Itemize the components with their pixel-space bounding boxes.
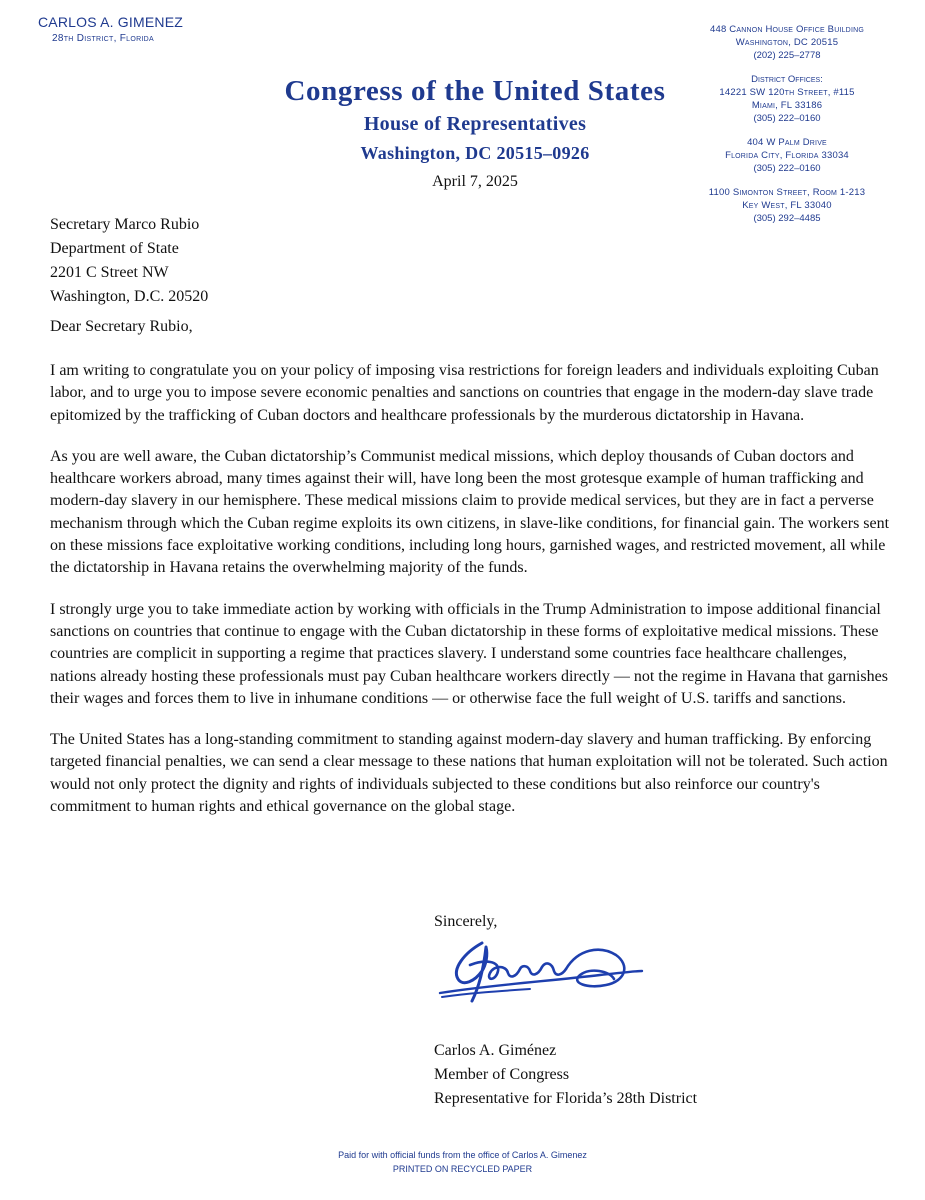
- dc-office-line2: Washington, DC 20515: [735, 37, 839, 48]
- district-office-florida-city: [687, 136, 887, 175]
- congress-title: Congress of the United States: [284, 75, 666, 107]
- footer-paid-for: Paid for with official funds from the office of Carlos A. Gimenez: [338, 1150, 587, 1160]
- district-office-phone: (305) 292–4485: [753, 213, 821, 224]
- district-office-line2: Key West, FL 33040: [742, 200, 832, 211]
- district-office-key-west: [687, 186, 887, 225]
- letter-date: April 7, 2025: [432, 173, 518, 190]
- dc-office-phone: (202) 225–2778: [753, 50, 821, 61]
- closing: Sincerely,: [434, 913, 498, 930]
- body-paragraph: I strongly urge you to take immediate action by working with officials in the Trump Administration to impose additional financial sanctions on countries that continue to engage with the Cuban dictatorship in these forms of exploitative medical missions. These countries are complicit in supporting a regime that practices slavery. I understand some countries face healthcare challenges, nations already hosting these professionals must pay Cuban healthcare workers directly — not the regime in Havana that garnishes their wages and forces them to live in inhumane conditions — or otherwise face the full weight of U.S. tariffs and sanctions.: [50, 600, 888, 707]
- letterhead-center: [240, 74, 710, 166]
- dc-office: [687, 23, 887, 62]
- house-title: House of Representatives: [363, 113, 587, 135]
- recipient-line: Secretary Marco Rubio: [50, 216, 200, 233]
- signer-title: Member of Congress: [434, 1066, 570, 1083]
- signer-role: Representative for Florida’s 28th District: [434, 1090, 698, 1107]
- body-paragraph: The United States has a long-standing commitment to standing against modern-day slavery and human trafficking. By enforcing targeted financial penalties, we can send a clear message to these nations that human exploitation will not be tolerated. Such action would not only protect the dignity and rights of individuals subjected to these conditions but also reinforce our country's commitment to human rights and ethical governance on the global stage.: [50, 731, 888, 816]
- handwritten-signature-icon: [430, 935, 645, 1010]
- district-office-line1: 14221 SW 120th Street, #115: [719, 87, 855, 98]
- letter-body: [50, 360, 890, 837]
- recipient-line: 2201 C Street NW: [50, 264, 169, 281]
- dc-office-line1: 448 Cannon House Office Building: [710, 24, 864, 35]
- district-office-line2: Florida City, Florida 33034: [725, 150, 849, 161]
- district-office-line1: 1100 Simonton Street, Room 1-213: [708, 187, 866, 198]
- district-office-miami: [687, 86, 887, 125]
- body-paragraph: As you are well aware, the Cuban dictatorship’s Communist medical missions, which deploy thousands of Cuban doctors and healthcare workers abroad, many times against their will, have long been the most grotesque example of human trafficking and modern-day slavery in our hemisphere. These medical missions claim to provide medical services, but they are in fact a perverse mechanism through which the Cuban regime exploits its own citizens, in slave-like conditions, for financial gain. The workers sent on these missions face exploitative working conditions, including long hours, garnished wages, and restricted movement, all while the dictatorship in Havana retains the overwhelming majority of the funds.: [50, 447, 890, 577]
- district-office-line1: 404 W Palm Drive: [747, 137, 827, 148]
- city-title: Washington, DC 20515–0926: [360, 143, 590, 163]
- footer-recycled: PRINTED ON RECYCLED PAPER: [392, 1164, 533, 1174]
- district-office-phone: (305) 222–0160: [753, 113, 821, 124]
- district-offices-heading: District Offices:: [751, 74, 823, 85]
- district-office-phone: (305) 222–0160: [753, 163, 821, 174]
- letterhead-representative-name: CARLOS A. GIMENEZ: [38, 14, 183, 30]
- body-paragraph: I am writing to congratulate you on your policy of imposing visa restrictions for foreign leaders and individuals exploiting Cuban labor, and to urge you to impose severe economic penalties and sanctions on countries that engage in the modern-day slave trade epitomized by the trafficking of Cuban doctors and healthcare professionals by the murderous dictatorship in Havana.: [50, 362, 879, 424]
- salutation: Dear Secretary Rubio,: [50, 318, 193, 335]
- recipient-line: Washington, D.C. 20520: [50, 288, 209, 305]
- letterhead-district: 28th District, Florida: [52, 33, 155, 44]
- signature-block: [434, 1039, 697, 1111]
- recipient-address: [50, 213, 208, 309]
- signer-name: Carlos A. Giménez: [434, 1042, 557, 1059]
- office-addresses: [687, 23, 887, 236]
- recipient-line: Department of State: [50, 240, 179, 257]
- district-office-line2: Miami, FL 33186: [751, 100, 823, 111]
- footer: [0, 1148, 925, 1176]
